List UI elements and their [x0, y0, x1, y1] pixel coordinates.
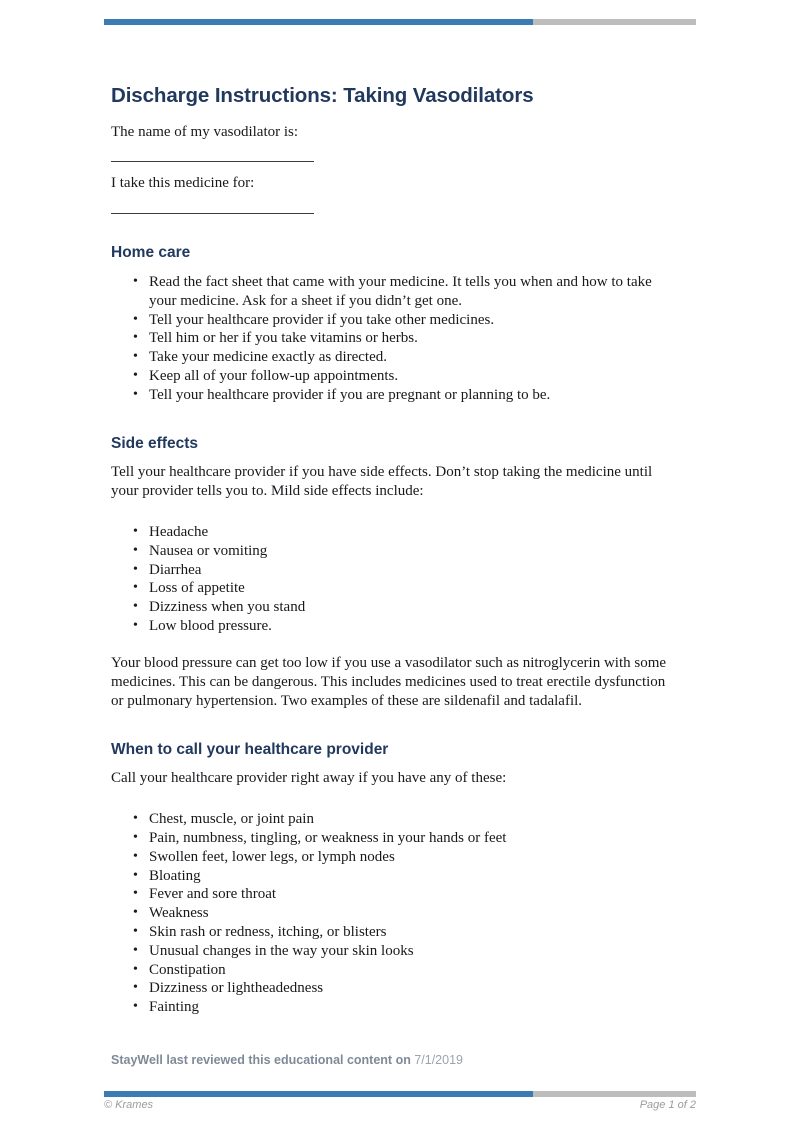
- list-item: • Fever and sore throat: [149, 885, 671, 904]
- list-item: • Loss of appetite: [149, 579, 671, 598]
- vasodilator-name-label: The name of my vasodilator is:: [111, 123, 299, 140]
- list-item: • Diarrhea: [149, 561, 671, 580]
- when-to-call-list: [111, 810, 671, 1017]
- footer-copyright: © Krames: [104, 1099, 154, 1111]
- list-item: • Nausea or vomiting: [149, 542, 671, 561]
- section-heading-home-care: Home care: [111, 244, 191, 262]
- list-item: • Pain, numbness, tingling, or weakness in your hands or feet: [149, 829, 671, 848]
- side-effects-intro-paragraph: Tell your healthcare provider if you have side effects. Don’t stop taking the medicine until your provider tells you to. Mild side effects include:: [111, 464, 653, 500]
- list-item: • Read the fact sheet that came with your medicine. It tells you when and how to take your medicine. Ask for a sheet if you didn’t get one.: [149, 273, 671, 311]
- page-footer: [104, 1099, 696, 1111]
- page-title: Discharge Instructions: Taking Vasodilators: [111, 84, 534, 107]
- list-item: • Chest, muscle, or joint pain: [149, 810, 671, 829]
- list-item: • Swollen feet, lower legs, or lymph nodes: [149, 848, 671, 867]
- list-item: • Headache: [149, 523, 671, 542]
- list-item: • Low blood pressure.: [149, 617, 671, 636]
- spacer: [111, 798, 671, 810]
- review-attribution: [111, 1053, 463, 1067]
- list-item: • Constipation: [149, 961, 671, 980]
- medicine-purpose-blank-line[interactable]: [111, 213, 314, 214]
- top-rule-blue-segment: [104, 19, 533, 25]
- home-care-list: [111, 273, 671, 405]
- list-item: • Skin rash or redness, itching, or blisters: [149, 923, 671, 942]
- top-rule: [104, 19, 696, 25]
- spacer: [111, 511, 671, 523]
- list-item: • Fainting: [149, 998, 671, 1017]
- section-heading-side-effects: Side effects: [111, 434, 199, 452]
- bottom-rule-grey-segment: [533, 1091, 696, 1097]
- footer-page-number: Page 1 of 2: [639, 1099, 696, 1111]
- list-item: • Weakness: [149, 904, 671, 923]
- list-item: • Dizziness or lightheadedness: [149, 979, 671, 998]
- when-to-call-intro-paragraph: Call your healthcare provider right away if you have any of these:: [111, 770, 507, 787]
- list-item: • Keep all of your follow-up appointments.: [149, 367, 671, 386]
- medicine-purpose-label: I take this medicine for:: [111, 175, 255, 192]
- list-item: • Take your medicine exactly as directed.: [149, 348, 671, 367]
- review-attribution-label: StayWell last reviewed this educational content on: [111, 1053, 411, 1067]
- list-item: • Unusual changes in the way your skin looks: [149, 942, 671, 961]
- bottom-rule-blue-segment: [104, 1091, 533, 1097]
- top-rule-grey-segment: [533, 19, 696, 25]
- bottom-rule: [104, 1091, 696, 1097]
- vasodilator-name-blank-line[interactable]: [111, 161, 314, 162]
- list-item: • Tell him or her if you take vitamins or herbs.: [149, 329, 671, 348]
- document-content: [111, 84, 671, 1017]
- list-item: • Tell your healthcare provider if you are pregnant or planning to be.: [149, 386, 671, 405]
- list-item: • Dizziness when you stand: [149, 598, 671, 617]
- side-effects-list: [111, 523, 671, 636]
- review-attribution-date: 7/1/2019: [414, 1053, 463, 1067]
- list-item: • Tell your healthcare provider if you take other medicines.: [149, 311, 671, 330]
- spacer: [111, 636, 671, 654]
- side-effects-warning-paragraph: Your blood pressure can get too low if you use a vasodilator such as nitroglycerin with some medicines. This can be dangerous. This includes medicines used to treat erectile dysfunction or pulmonary hypertension. Two examples of these are sildenafil and tadalafil.: [111, 654, 667, 709]
- section-heading-when-to-call: When to call your healthcare provider: [111, 740, 389, 758]
- list-item: • Bloating: [149, 867, 671, 886]
